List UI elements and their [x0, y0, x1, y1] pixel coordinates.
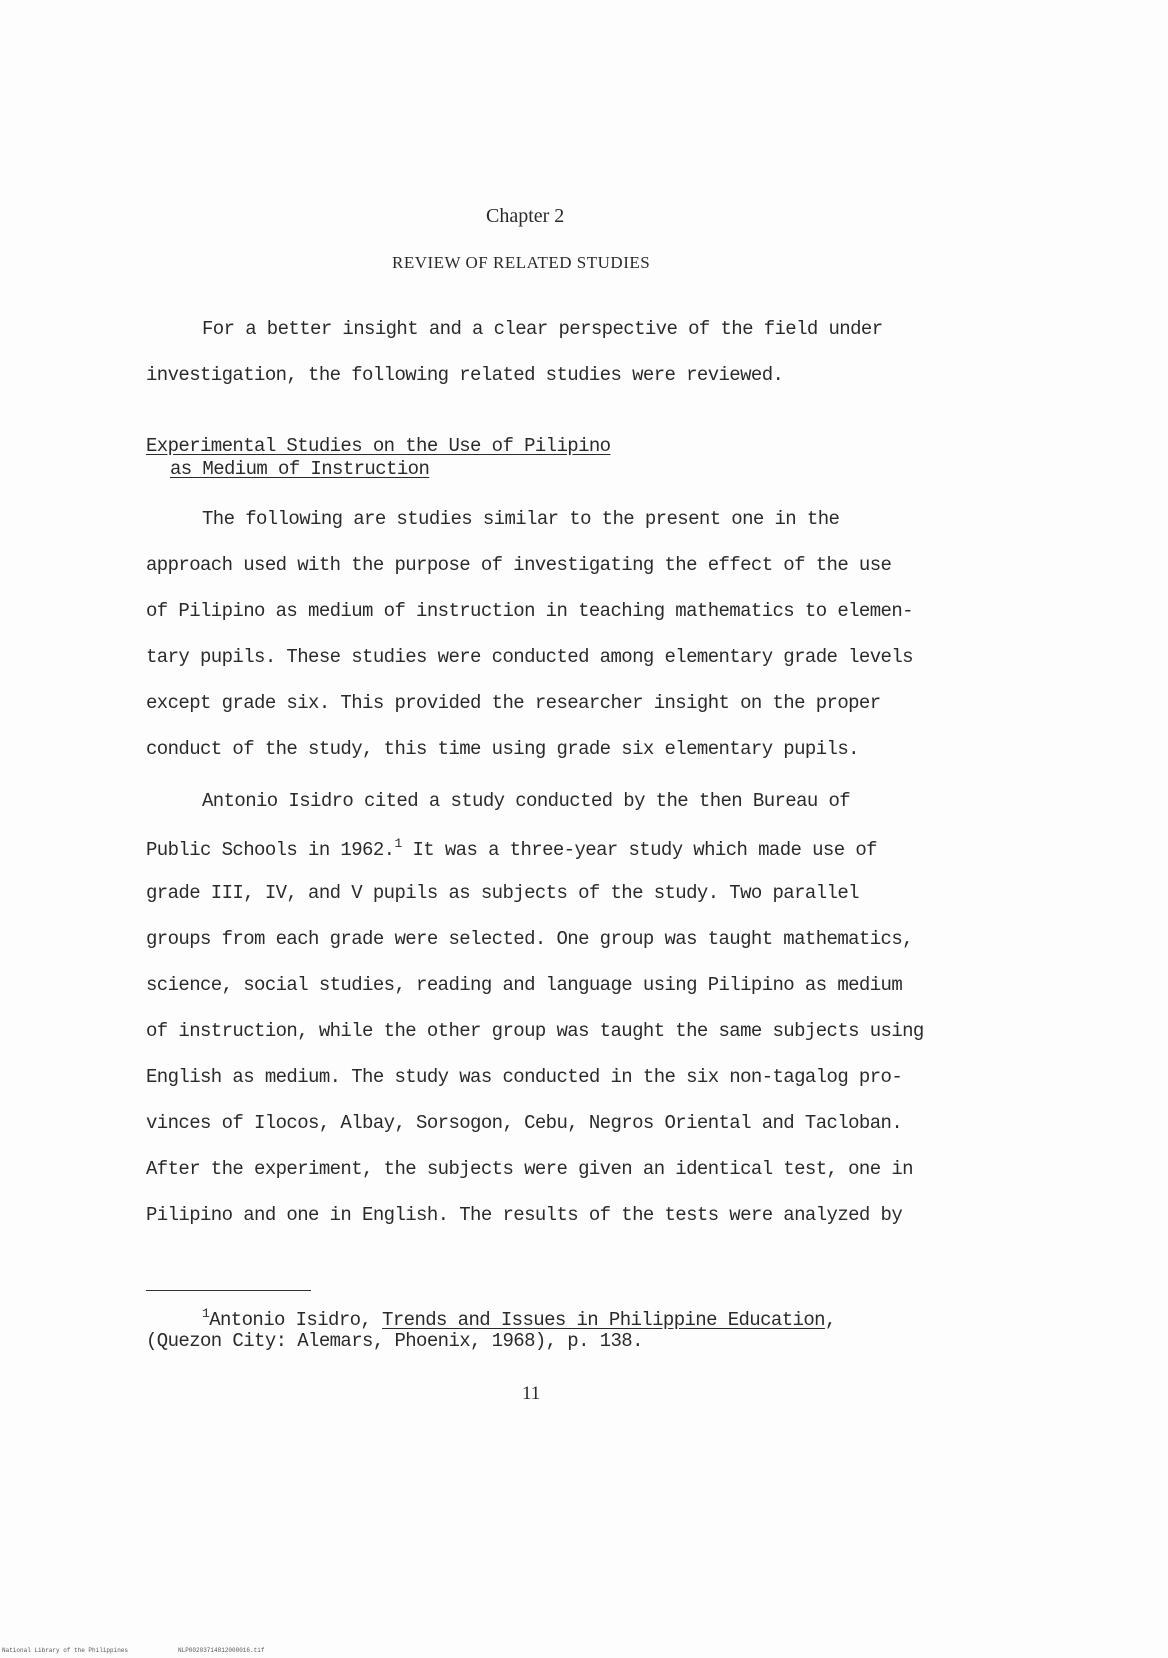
paragraph-line: grade III, IV, and V pupils as subjects of the study. Two parallel	[146, 882, 859, 904]
footnote-line	[202, 1306, 836, 1331]
footnote-work-title: Trends and Issues in Philippine Education	[382, 1309, 825, 1331]
footnote-punctuation: ,	[824, 1309, 836, 1331]
paragraph-line: vinces of Ilocos, Albay, Sorsogon, Cebu, Negros Oriental and Tacloban.	[146, 1112, 903, 1134]
paragraph-line	[146, 836, 877, 861]
page-number: 11	[522, 1383, 541, 1404]
paragraph-line: groups from each grade were selected. One group was taught mathematics,	[146, 928, 913, 950]
paragraph-line: science, social studies, reading and language using Pilipino as medium	[146, 974, 903, 996]
paragraph-line: approach used with the purpose of investigating the effect of the use	[146, 554, 892, 576]
footnote-marker: 1	[202, 1306, 210, 1321]
intro-line: For a better insight and a clear perspective of the field under	[202, 318, 883, 340]
paragraph-text: It was a three-year study which made use of	[401, 839, 877, 861]
paragraph-line: Antonio Isidro cited a study conducted by the then Bureau of	[202, 790, 851, 812]
archive-footer-right: NLP00203714812000016.tif	[178, 1647, 265, 1654]
chapter-label: Chapter 2	[486, 205, 565, 227]
section-heading	[146, 435, 610, 481]
paragraph-line: tary pupils. These studies were conducted among elementary grade levels	[146, 646, 913, 668]
paragraph-line: The following are studies similar to the present one in the	[202, 508, 840, 530]
footnote-reference: 1	[394, 836, 402, 851]
intro-line: investigation, the following related studies were reviewed.	[146, 364, 784, 386]
paragraph-line: of instruction, while the other group was taught the same subjects using	[146, 1020, 924, 1042]
section-heading-line: Experimental Studies on the Use of Pilipino	[146, 435, 611, 457]
footnote-author: Antonio Isidro,	[209, 1309, 383, 1331]
paragraph-line: Pilipino and one in English. The results of the tests were analyzed by	[146, 1204, 903, 1226]
section-heading-line: as Medium of Instruction	[170, 458, 430, 480]
paragraph-line: After the experiment, the subjects were given an identical test, one in	[146, 1158, 913, 1180]
archive-footer-left: National Library of the Philippines	[2, 1647, 129, 1654]
paragraph-text: Public Schools in 1962.	[146, 839, 395, 861]
footnote-line: (Quezon City: Alemars, Phoenix, 1968), p. 138.	[146, 1330, 643, 1352]
chapter-title: REVIEW OF RELATED STUDIES	[392, 253, 651, 272]
footnote-divider	[146, 1290, 311, 1291]
paragraph-line: conduct of the study, this time using grade six elementary pupils.	[146, 738, 859, 760]
paragraph-line: of Pilipino as medium of instruction in teaching mathematics to elemen-	[146, 600, 913, 622]
paragraph-line: except grade six. This provided the researcher insight on the proper	[146, 692, 881, 714]
paragraph-line: English as medium. The study was conducted in the six non-tagalog pro-	[146, 1066, 903, 1088]
